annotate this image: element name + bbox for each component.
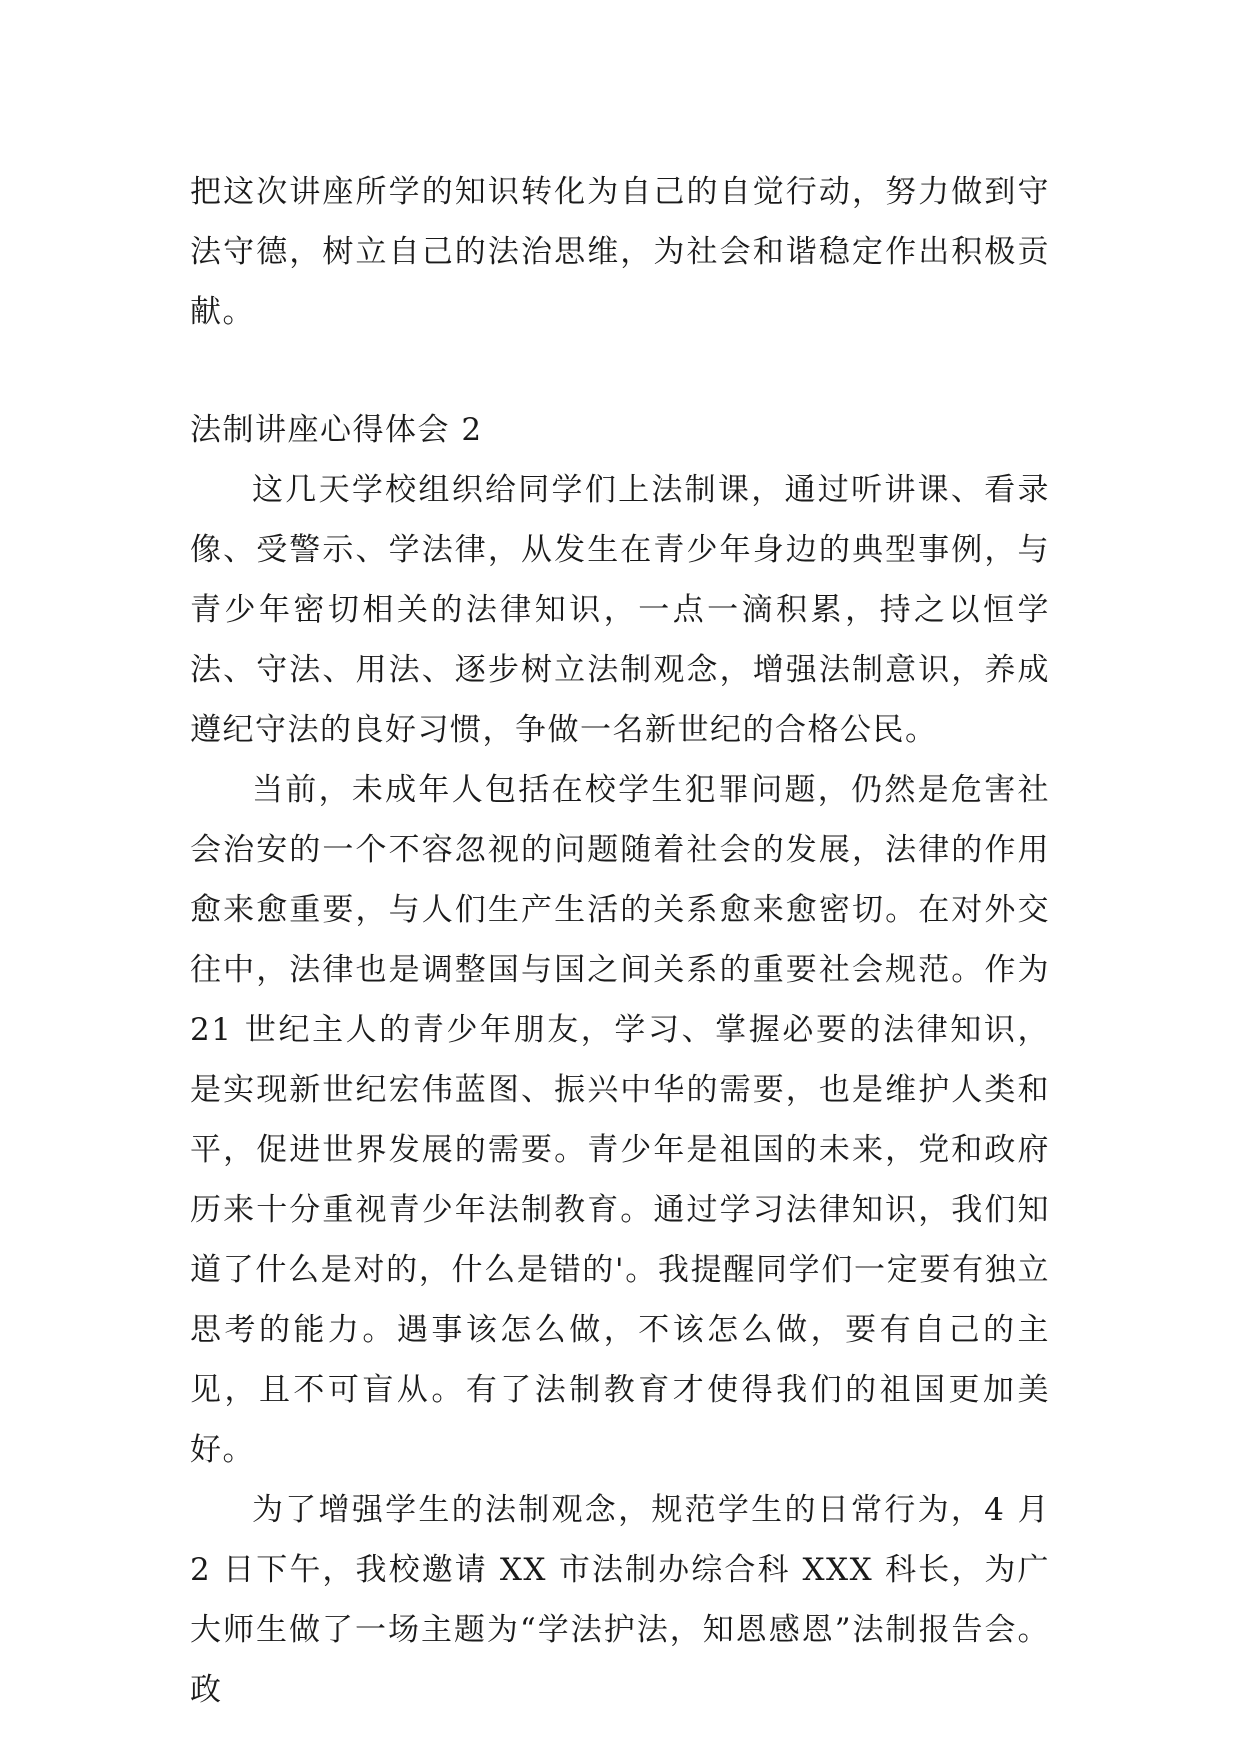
section-heading: 法制讲座心得体会 2 xyxy=(190,412,483,448)
paragraph-carryover: 把这次讲座所学的知识转化为自己的自觉行动，努力做到守法守德，树立自己的法治思维，为社会和谐稳定作出积极贡献。 xyxy=(190,174,1050,330)
paragraph-1: 这几天学校组织给同学们上法制课，通过听讲课、看录像、受警示、学法律，从发生在青少年身边的典型事例，与青少年密切相关的法律知识，一点一滴积累，持之以恒学法、守法、用法、逐步树立法制观念，增强法制意识，养成遵纪守法的良好习惯，争做一名新世纪的合格公民。 xyxy=(190,472,1050,748)
document-body xyxy=(190,162,1050,1720)
paragraph-2: 当前，未成年人包括在校学生犯罪问题，仍然是危害社会治安的一个不容忽视的问题随着社会的发展，法律的作用愈来愈重要，与人们生产生活的关系愈来愈密切。在对外交往中，法律也是调整国与国之间关系的重要社会规范。作为 21 世纪主人的青少年朋友，学习、掌握必要的法律知识，是实现新世纪宏伟蓝图、振兴中华的需要，也是维护人类和平，促进世界发展的需要。青少年是祖国的未来，党和政府历来十分重视青少年法制教育。通过学习法律知识，我们知道了什么是对的，什么是错的'。我提醒同学们一定要有独立思考的能力。遇事该怎么做，不该怎么做，要有自己的主见，且不可盲从。有了法制教育才使得我们的祖国更加美好。 xyxy=(190,772,1050,1468)
paragraph-3: 为了增强学生的法制观念，规范学生的日常行为，4 月 2 日下午，我校邀请 XX 市法制办综合科 XXX 科长，为广大师生做了一场主题为“学法护法，知恩感恩”法制报告会。政 xyxy=(190,1492,1050,1708)
